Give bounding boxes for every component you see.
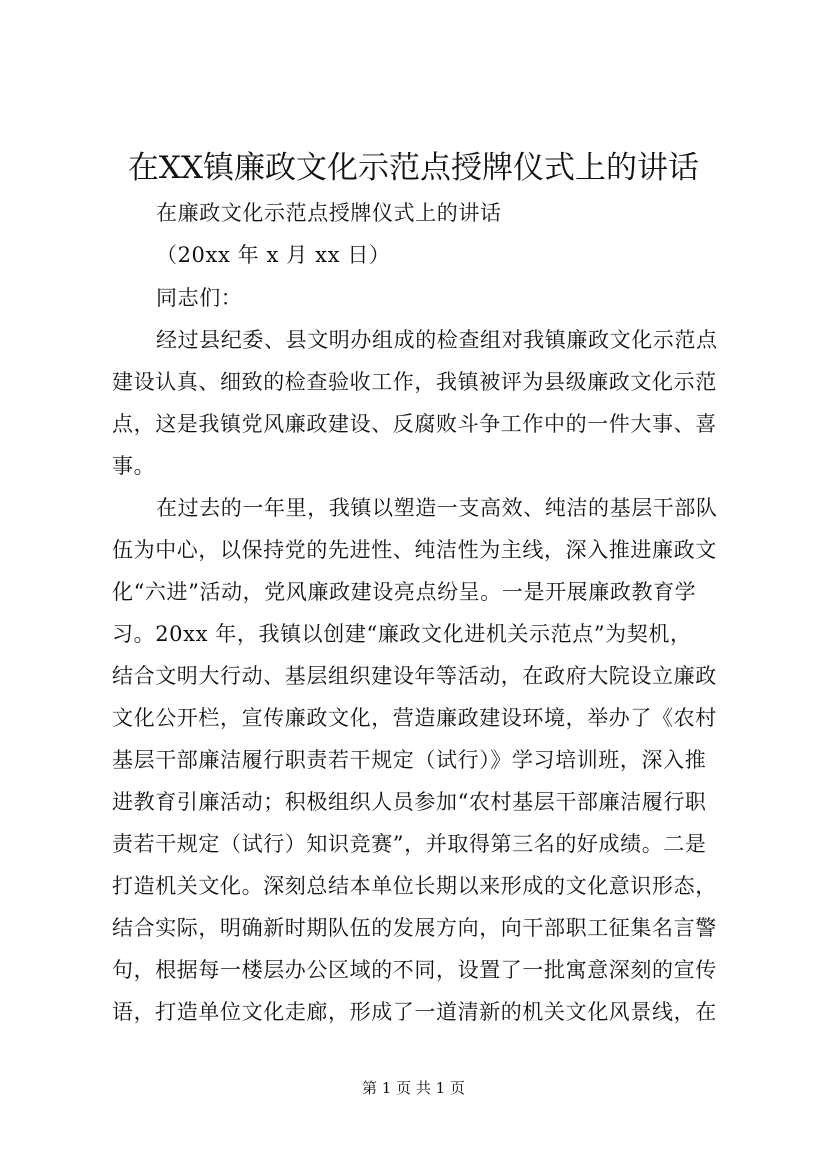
page-footer: 第 1 页 共 1 页	[362, 1079, 465, 1097]
salutation-line: 同志们：	[156, 286, 243, 310]
paragraph-line: 文化公开栏，宣传廉政文化，营造廉政建设环境，举办了《农村	[112, 706, 717, 730]
paragraph-line: 责若干规定（试行）知识竞赛”，并取得第三名的好成绩。二是	[112, 832, 707, 856]
paragraph-line: 进教育引廉活动；积极组织人员参加“农村基层干部廉洁履行职	[112, 790, 707, 814]
paragraph-line: 语，打造单位文化走廊，形成了一道清新的机关文化风景线，在	[112, 1000, 717, 1024]
paragraph-line: 点，这是我镇党风廉政建设、反腐败斗争工作中的一件大事、喜	[112, 412, 717, 436]
paragraph-line: 经过县纪委、县文明办组成的检查组对我镇廉政文化示范点	[156, 328, 718, 352]
paragraph-line: 建设认真、细致的检查验收工作，我镇被评为县级廉政文化示范	[112, 370, 717, 394]
paragraph-line: 伍为中心，以保持党的先进性、纯洁性为主线，深入推进廉政文	[112, 538, 717, 562]
document-title: 在XX镇廉政文化示范点授牌仪式上的讲话	[127, 150, 700, 186]
subtitle-line: 在廉政文化示范点授牌仪式上的讲话	[156, 201, 502, 225]
paragraph-line: 事。	[112, 454, 156, 478]
paragraph-line: 基层干部廉洁履行职责若干规定（试行）》学习培训班，深入推	[112, 748, 707, 772]
paragraph-line: 习。20xx 年，我镇以创建“廉政文化进机关示范点”为契机，	[112, 622, 692, 646]
paragraph-line: 结合实际，明确新时期队伍的发展方向，向干部职工征集名言警	[112, 916, 717, 940]
paragraph-line: 在过去的一年里，我镇以塑造一支高效、纯洁的基层干部队	[156, 496, 718, 520]
paragraph-line: 句，根据每一楼层办公区域的不同，设置了一批寓意深刻的宣传	[112, 958, 717, 982]
paragraph-line: 化“六进”活动，党风廉政建设亮点纷呈。一是开展廉政教育学	[112, 580, 697, 604]
date-line: （20xx 年 x 月 xx 日）	[156, 243, 391, 267]
paragraph-line: 打造机关文化。深刻总结本单位长期以来形成的文化意识形态，	[112, 874, 717, 898]
paragraph-line: 结合文明大行动、基层组织建设年等活动，在政府大院设立廉政	[112, 664, 717, 688]
